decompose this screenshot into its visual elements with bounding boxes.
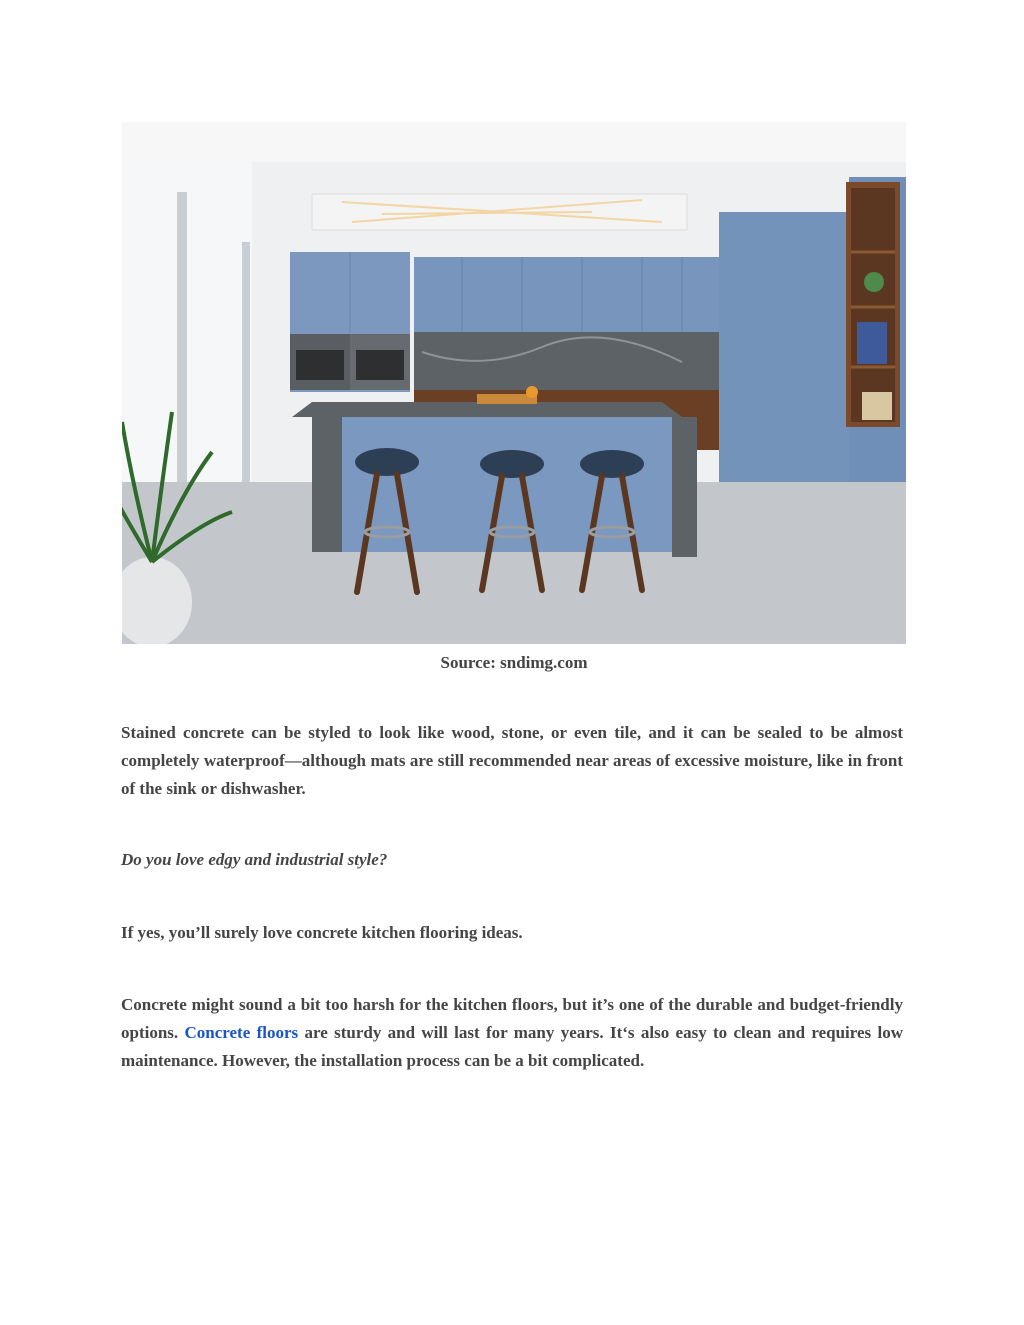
paragraph-text-before-link: Concrete might sound a bit too harsh for the kitchen floors, but it’s one of the durable and budget-friendly options. — [121, 995, 903, 1042]
paragraph-if-yes: If yes, you’ll surely love concrete kitchen flooring ideas. — [121, 923, 523, 942]
concrete-floors-link[interactable]: Concrete floors — [184, 1023, 299, 1042]
paragraph-stained-concrete: Stained concrete can be styled to look like wood, stone, or even tile, and it can be sealed to be almost completely waterproof—although mats are still recommended near areas of excessive moisture, like in front of the sink or dishwasher. — [121, 723, 903, 798]
paragraph-concrete-harsh — [121, 991, 903, 1075]
paragraph-text-after-link: are sturdy and will last for many years. It‘s also easy to clean and requires low maintenance. However, the installation process can be a bit complicated. — [121, 1023, 903, 1070]
kitchen-photo — [122, 122, 906, 644]
image-caption: Source: sndimg.com — [440, 653, 588, 672]
kitchen-illustration — [122, 122, 906, 644]
paragraph-edgy-question: Do you love edgy and industrial style? — [121, 850, 388, 869]
